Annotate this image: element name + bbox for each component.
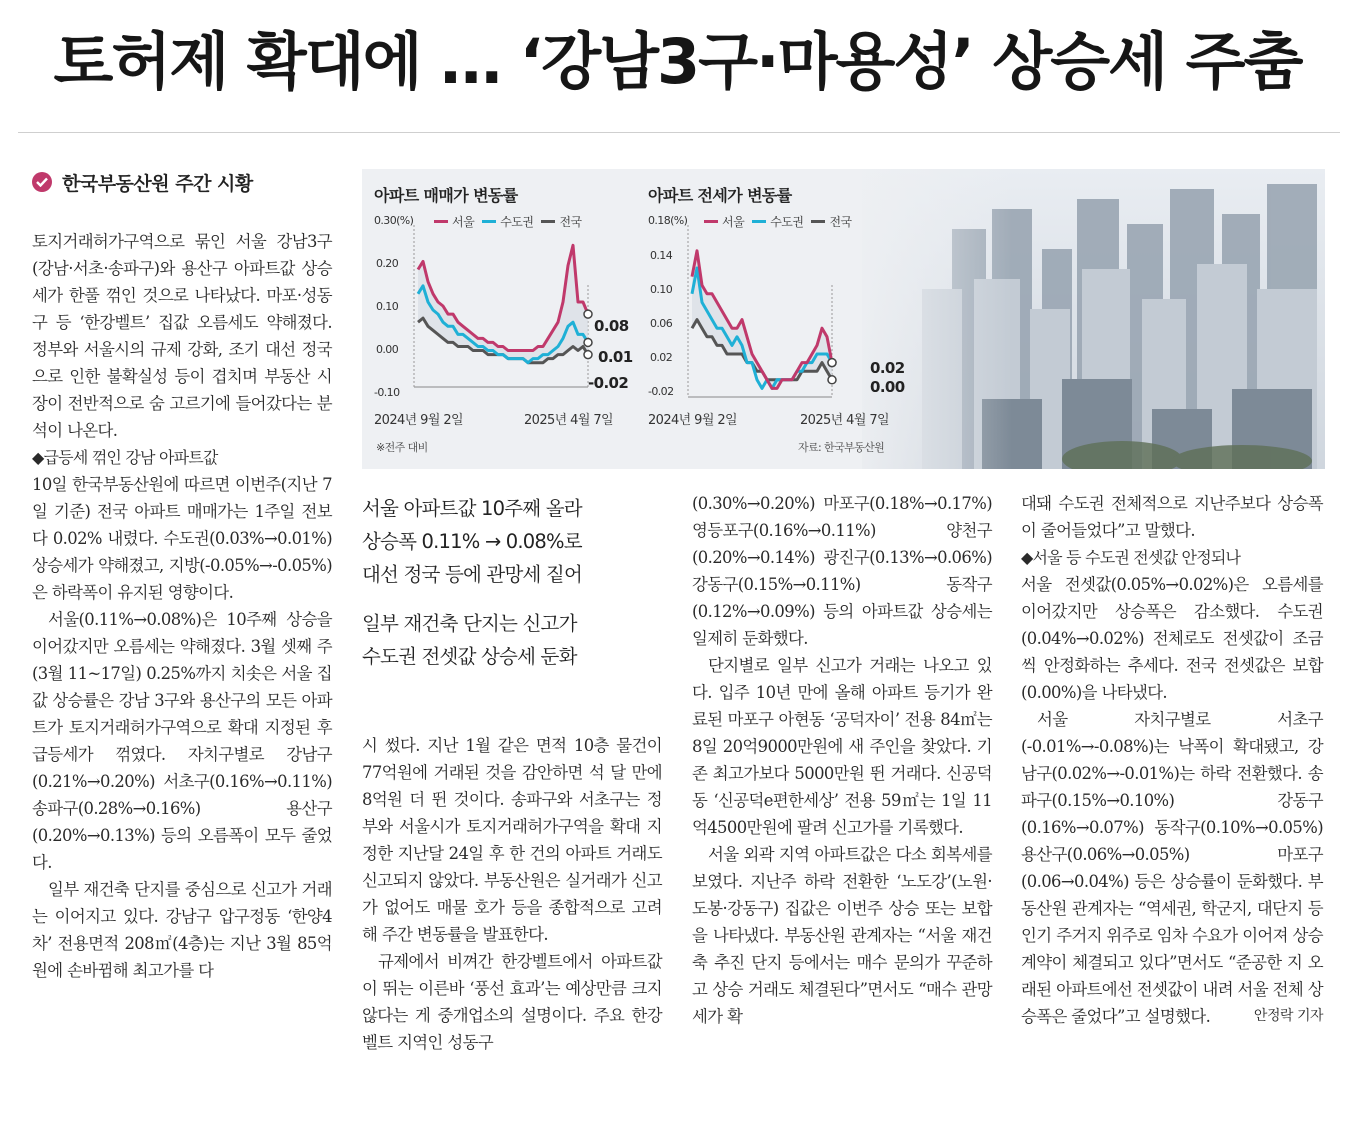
legend-label: 서울	[452, 215, 475, 229]
end-point-national	[828, 376, 836, 384]
headline: 토허제 확대에 … ‘강남3구·마용성’ 상승세 주춤	[53, 25, 1302, 98]
end-point-national	[584, 351, 592, 359]
legend-label: 수도권	[770, 215, 804, 229]
chart2-xtick-end: 2025년 4월 7일	[800, 413, 889, 428]
paragraph	[1021, 706, 1323, 1030]
deck-line: 수도권 전셋값 상승세 둔화	[362, 645, 577, 668]
paragraph: (0.30%→0.20%) 마포구(0.18%→0.17%) 영등포구(0.16%→0.11%) 양천구(0.20%→0.14%) 광진구(0.13%→0.06%) 강동구(0.15%→0.11%) 동작구(0.12%→0.09%) 등의 아파트값 상승세는 일제히 둔화했다.	[692, 494, 992, 648]
chart1-end-label-national: -0.02	[588, 374, 629, 392]
chart2-unit-pct: (%)	[670, 214, 688, 227]
chart2-end-label-seoul: 0.02	[870, 359, 905, 377]
deck-line: 일부 재건축 단지는 신고가	[362, 612, 577, 635]
chart1-unit-top: 0.30	[374, 214, 397, 227]
chart1-xtick-start: 2024년 9월 2일	[374, 413, 463, 428]
chart2-ytick: 0.06	[650, 317, 673, 330]
chart2-end-label-national: 0.00	[870, 378, 905, 396]
chart1-end-label-capital: 0.01	[598, 348, 633, 366]
article-column-4	[1021, 490, 1323, 1030]
chart1-ytick: -0.10	[374, 386, 400, 399]
article-column-1	[32, 228, 332, 984]
chart1-ytick: 0.20	[376, 257, 399, 270]
legend-label: 수도권	[500, 215, 534, 229]
byline: 안정락 기자	[1253, 1008, 1323, 1024]
end-point-seoul	[828, 359, 836, 367]
chart2-ytick: 0.10	[650, 283, 673, 296]
subheading: ◆급등세 꺾인 강남 아파트값	[32, 448, 218, 467]
legend-label: 서울	[722, 215, 745, 229]
chart2-ytick: -0.02	[648, 385, 674, 398]
chart1-unit-pct: (%)	[396, 214, 414, 227]
paragraph: 서울(0.11%→0.08%)은 10주째 상승을 이어갔지만 오름세는 약해졌다. 3월 셋째 주(3월 11~17일) 0.25%까지 치솟은 서울 집값 상승률은 강남 3구와 용산구의 모든 아파트가 토지거래허가구역으로 확대 지정된 후 급등세가 꺾였다. 자치구별로 강남구(0.21%→0.20%) 서초구(0.16%→0.11%) 송파구(0.28%→0.16%) 용산구(0.20%→0.13%) 등의 오름폭이 모두 줄었다.	[32, 610, 332, 872]
paragraph: 규제에서 비껴간 한강벨트에서 아파트값이 뛰는 이른바 ‘풍선 효과’는 예상만큼 크지 않다는 게 중개업소의 설명이다. 주요 한강벨트 지역인 성동구	[362, 952, 662, 1052]
chart1-note: ※전주 대비	[376, 441, 428, 454]
section-title	[32, 165, 253, 199]
article-column-2	[362, 732, 662, 1056]
headline-divider	[18, 132, 1340, 133]
chart2-plot	[682, 207, 882, 407]
chart1-title: 아파트 매매가 변동률	[374, 186, 518, 205]
check-icon	[32, 172, 52, 192]
chart1-ytick: 0.00	[376, 343, 399, 356]
chart2-xtick-start: 2024년 9월 2일	[648, 413, 737, 428]
chart2-title: 아파트 전세가 변동률	[648, 186, 792, 205]
article-column-3	[692, 490, 992, 1030]
legend-label: 전국	[829, 215, 852, 229]
paragraph: 일부 재건축 단지를 중심으로 신고가 거래는 이어지고 있다. 강남구 압구정동 ‘한양4차’ 전용면적 208㎡(4층)는 지난 3월 85억원에 손바뀜해 최고가를 다	[32, 880, 332, 980]
chart1-ytick: 0.10	[376, 300, 399, 313]
chart2-ytick: 0.14	[650, 249, 673, 262]
paragraph-text: 서울 자치구별로 서초구(-0.01%→-0.08%)는 낙폭이 확대됐고, 강남구(0.02%→-0.01%)는 하락 전환했다. 송파구(0.15%→0.10%) 강동구(0.16%→0.07%) 동작구(0.10%→0.05%) 용산구(0.06%→0.05%) 마포구(0.06→0.04%) 등은 상승률이 둔화했다. 부동산원 관계자는 “역세권, 학군지, 대단지 등 인기 주거지 위주로 임차 수요가 이어져 상승 계약이 체결되고 있다”면서도 “준공한 지 오래된 아파트에선 전셋값이 내려 서울 전체 상승폭은 줄었다”고 설명했다.	[1021, 710, 1323, 1026]
subheading: ◆서울 등 수도권 전셋값 안정되나	[1021, 548, 1241, 567]
paragraph: 10일 한국부동산원에 따르면 이번주(지난 7일 기준) 전국 아파트 매매가는 1주일 전보다 0.02% 내렸다. 수도권(0.03%→0.01%) 상승세가 약해졌고, 지방(-0.05%→-0.05%)은 하락폭이 유지된 영향이다.	[32, 475, 332, 602]
deck	[362, 492, 662, 673]
chart1-end-label-seoul: 0.08	[594, 317, 629, 335]
chart-panel	[362, 169, 1325, 469]
chart2-note: 자료: 한국부동산원	[798, 441, 885, 454]
section-title-text: 한국부동산원 주간 시황	[62, 172, 253, 195]
paragraph: 서울 외곽 지역 아파트값은 다소 회복세를 보였다. 지난주 하락 전환한 ‘노도강’(노원·도봉·강동구) 집값은 이번주 상승 또는 보합을 나타냈다. 부동산원 관계자는 “서울 재건축 추진 단지 등에서는 매수 문의가 꾸준하고 상승 거래도 체결된다”면서도 “매수 관망세가 확	[692, 845, 992, 1026]
legend-label: 전국	[559, 215, 582, 229]
end-point-capital	[584, 338, 592, 346]
paragraph: 단지별로 일부 신고가 거래는 나오고 있다. 입주 10년 만에 올해 아파트 등기가 완료된 마포구 아현동 ‘공덕자이’ 전용 84㎡는 8일 20억9000만원에 새 주인을 찾았다. 기존 최고가보다 5000만원 뛴 거래다. 신공덕동 ‘신공덕e편한세상’ 전용 59㎡는 1일 11억4500만원에 팔려 신고가를 기록했다.	[692, 656, 992, 837]
paragraph: 토지거래허가구역으로 묶인 서울 강남3구(강남·서초·송파구)와 용산구 아파트값 상승세가 한풀 꺾인 것으로 나타났다. 마포·성동구 등 ‘한강벨트’ 집값 오름세도 약해졌다. 정부와 서울시의 규제 강화, 조기 대선 정국으로 인한 불확실성 등이 겹치며 부동산 시장이 전반적으로 숨 고르기에 들어갔다는 분석이 나온다.	[32, 232, 332, 440]
deck-line: 상승폭 0.11% → 0.08%로	[362, 530, 582, 553]
paragraph: 서울 전셋값(0.05%→0.02%)은 오름세를 이어갔지만 상승폭은 감소했다. 수도권(0.04%→0.02%) 전체로도 전셋값이 조금씩 안정화하는 추세다. 전국 전셋값은 보합(0.00%)을 나타냈다.	[1021, 575, 1323, 702]
deck-line: 대선 정국 등에 관망세 짙어	[362, 563, 583, 586]
paragraph: 시 썼다. 지난 1월 같은 면적 10층 물건이 77억원에 거래된 것을 감안하면 석 달 만에 8억원 더 뛴 것이다. 송파구와 서초구는 정부와 서울시가 토지거래허가구역을 확대 지정한 지난달 24일 후 한 건의 아파트 거래도 신고되지 않았다. 부동산원은 실거래가 신고가 없어도 매물 호가 등을 종합적으로 고려해 주간 변동률을 발표한다.	[362, 736, 662, 944]
end-point-seoul	[584, 310, 592, 318]
chart2-unit-top: 0.18	[648, 214, 671, 227]
deck-line: 서울 아파트값 10주째 올라	[362, 497, 582, 520]
chart2-ytick: 0.02	[650, 351, 673, 364]
paragraph: 대돼 수도권 전체적으로 지난주보다 상승폭이 줄어들었다”고 말했다.	[1021, 494, 1323, 540]
chart1-xtick-end: 2025년 4월 7일	[524, 413, 613, 428]
